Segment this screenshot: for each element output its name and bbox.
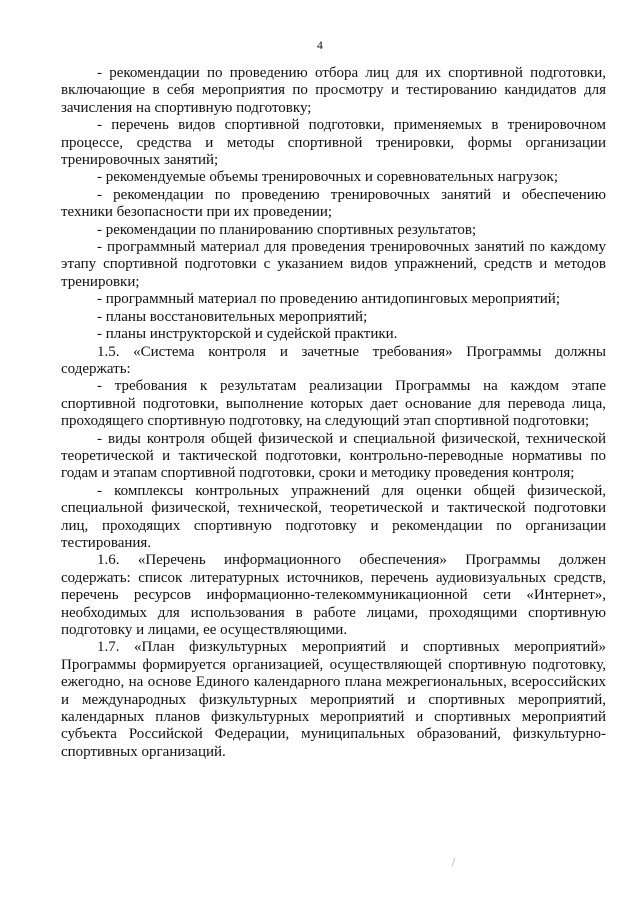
- paragraph-program-material: - программный материал для проведения тренировочных занятий по каждому этапу спортивной подготовки с указанием видов упражнений, средств и методов тренировки;: [61, 239, 606, 290]
- paragraph-result-requirements: - требования к результатам реализации Программы на каждом этапе спортивной подготовки, выполнение которых дает основание для перевода лица, проходящего спортивную подготовку, на следующий этап спортивной подготовки;: [61, 378, 606, 430]
- section-1-7: 1.7. «План физкультурных мероприятий и спортивных мероприятий» Программы формируется организацией, осуществляющей спортивную подготовку, ежегодно, на основе Единого календарного плана межрегиональных, всероссийских и международных физкультурных мероприятий и спортивных мероприятий, календарных планов физкультурных мероприятий и спортивных мероприятий субъекта Российской Федерации, муниципальных образований, физкультурно-спортивных организаций.: [61, 639, 606, 760]
- paragraph-training-types: - перечень видов спортивной подготовки, применяемых в тренировочном процессе, средства и методы спортивной тренировки, формы организации тренировочных занятий;: [61, 117, 606, 169]
- paragraph-safety-recommendations: - рекомендации по проведению тренировочных занятий и обеспечению техники безопасности при их проведении;: [61, 186, 606, 221]
- paragraph-selection-recommendations: - рекомендации по проведению отбора лиц для их спортивной подготовки, включающие в себя мероприятия по просмотру и тестированию кандидатов для зачисления на спортивную подготовку;: [61, 65, 606, 116]
- paragraph-load-volumes: - рекомендуемые объемы тренировочных и соревновательных нагрузок;: [97, 169, 559, 186]
- paragraph-results-planning: - рекомендации по планированию спортивных результатов;: [97, 221, 477, 238]
- section-1-6: 1.6. «Перечень информационного обеспечения» Программы должен содержать: список литературных источников, перечень аудиовизуальных средств, перечень ресурсов информационно-телекоммуникационной сети «Интернет», необходимых для использования в работе лицами, проходящими спортивную подготовку и лицами, ее осуществляющими.: [61, 552, 606, 638]
- paragraph-practice-plans: - планы инструкторской и судейской практики.: [97, 326, 398, 343]
- paragraph-recovery-plans: - планы восстановительных мероприятий;: [97, 308, 368, 325]
- document-body: [61, 65, 606, 761]
- paragraph-antidoping: - программный материал по проведению антидопинговых мероприятий;: [97, 291, 560, 308]
- page-number: 4: [316, 38, 324, 52]
- paragraph-control-types: - виды контроля общей физической и специальной физической, технической теоретической и тактической подготовки, контрольно-переводные нормативы по годам и этапам спортивной подготовки, сроки и методику проведения контроля;: [61, 430, 606, 482]
- section-1-5: 1.5. «Система контроля и зачетные требования» Программы должны содержать:: [61, 343, 606, 377]
- scan-mark: [452, 858, 459, 868]
- paragraph-control-exercises: - комплексы контрольных упражнений для оценки общей физической, специальной физической, технической, теоретической и тактической подготовки лиц, проходящих спортивную подготовку и рекомендации по организации тестирования.: [61, 482, 606, 551]
